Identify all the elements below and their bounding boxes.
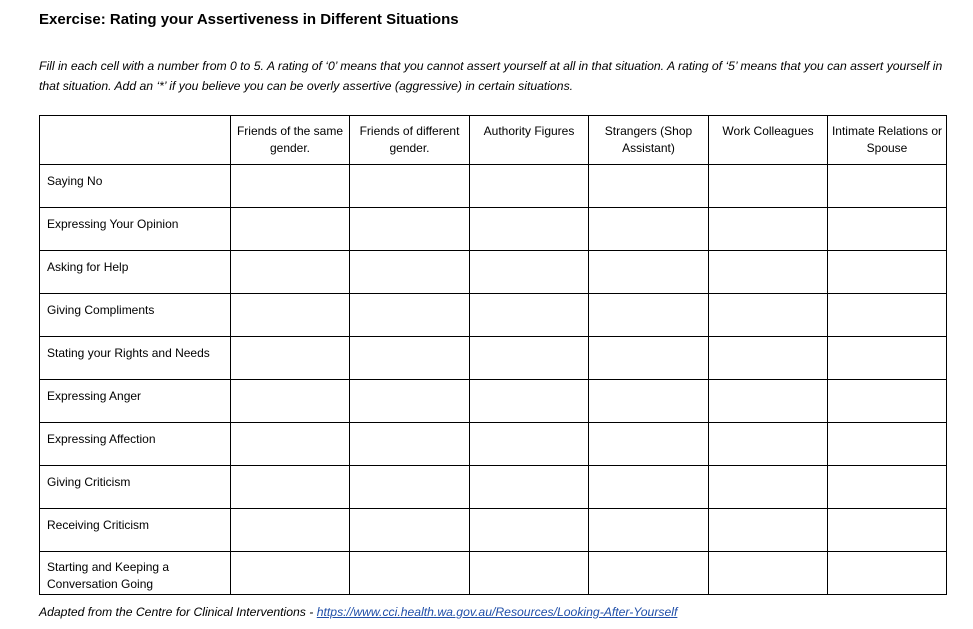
rating-cell[interactable] (709, 208, 828, 251)
rating-cell[interactable] (828, 423, 947, 466)
rating-cell[interactable] (350, 380, 470, 423)
header-cell-authority-figures: Authority Figures (470, 116, 589, 165)
rating-cell[interactable] (589, 552, 709, 595)
rating-cell[interactable] (470, 208, 589, 251)
rating-cell[interactable] (828, 337, 947, 380)
row-label: Starting and Keeping a Conversation Going (40, 552, 231, 595)
header-row (40, 116, 947, 165)
rating-cell[interactable] (470, 509, 589, 552)
rating-cell[interactable] (350, 509, 470, 552)
rating-cell[interactable] (350, 466, 470, 509)
row-label: Saying No (40, 165, 231, 208)
table-row (40, 423, 947, 466)
rating-cell[interactable] (231, 466, 350, 509)
rating-cell[interactable] (350, 165, 470, 208)
rating-cell[interactable] (350, 552, 470, 595)
row-label: Stating your Rights and Needs (40, 337, 231, 380)
rating-cell[interactable] (231, 552, 350, 595)
rating-cell[interactable] (709, 165, 828, 208)
row-label: Giving Compliments (40, 294, 231, 337)
table-row (40, 509, 947, 552)
row-label: Asking for Help (40, 251, 231, 294)
rating-cell[interactable] (828, 294, 947, 337)
header-cell-situation (40, 116, 231, 165)
rating-cell[interactable] (231, 380, 350, 423)
rating-cell[interactable] (709, 251, 828, 294)
rating-cell[interactable] (828, 466, 947, 509)
rating-cell[interactable] (709, 337, 828, 380)
rating-cell[interactable] (828, 251, 947, 294)
rating-cell[interactable] (350, 423, 470, 466)
rating-cell[interactable] (350, 294, 470, 337)
header-cell-work-colleagues: Work Colleagues (709, 116, 828, 165)
rating-cell[interactable] (828, 165, 947, 208)
header-cell-strangers: Strangers (Shop Assistant) (589, 116, 709, 165)
row-label: Expressing Your Opinion (40, 208, 231, 251)
rating-cell[interactable] (231, 337, 350, 380)
rating-cell[interactable] (470, 337, 589, 380)
rating-cell[interactable] (470, 380, 589, 423)
rating-cell[interactable] (231, 509, 350, 552)
rating-cell[interactable] (589, 294, 709, 337)
header-cell-intimate-relations: Intimate Relations or Spouse (828, 116, 947, 165)
rating-cell[interactable] (589, 380, 709, 423)
rating-cell[interactable] (589, 251, 709, 294)
table-row (40, 165, 947, 208)
table-row (40, 380, 947, 423)
assertiveness-rating-table (39, 115, 947, 595)
table-row (40, 294, 947, 337)
rating-cell[interactable] (231, 423, 350, 466)
table-row (40, 466, 947, 509)
attribution-footer (39, 605, 677, 619)
rating-cell[interactable] (709, 509, 828, 552)
table-row (40, 337, 947, 380)
row-label: Expressing Anger (40, 380, 231, 423)
header-cell-friends-same-gender: Friends of the same gender. (231, 116, 350, 165)
rating-cell[interactable] (589, 208, 709, 251)
rating-cell[interactable] (231, 251, 350, 294)
rating-cell[interactable] (709, 423, 828, 466)
page-title: Exercise: Rating your Assertiveness in Different Situations (39, 11, 459, 28)
table-row (40, 251, 947, 294)
rating-cell[interactable] (350, 337, 470, 380)
attribution-text: Adapted from the Centre for Clinical Interventions - (39, 605, 317, 619)
row-label: Giving Criticism (40, 466, 231, 509)
rating-cell[interactable] (589, 337, 709, 380)
table-row (40, 208, 947, 251)
rating-cell[interactable] (470, 251, 589, 294)
rating-cell[interactable] (828, 208, 947, 251)
rating-cell[interactable] (828, 380, 947, 423)
rating-cell[interactable] (828, 509, 947, 552)
rating-cell[interactable] (470, 294, 589, 337)
rating-cell[interactable] (709, 380, 828, 423)
row-label: Receiving Criticism (40, 509, 231, 552)
rating-cell[interactable] (350, 208, 470, 251)
rating-cell[interactable] (231, 208, 350, 251)
header-cell-friends-different-gender: Friends of different gender. (350, 116, 470, 165)
rating-cell[interactable] (589, 466, 709, 509)
rating-cell[interactable] (709, 466, 828, 509)
rating-cell[interactable] (470, 552, 589, 595)
source-link[interactable]: https://www.cci.health.wa.gov.au/Resources/Looking-After-Yourself (316, 605, 678, 619)
rating-cell[interactable] (350, 251, 470, 294)
rating-cell[interactable] (231, 165, 350, 208)
rating-cell[interactable] (470, 423, 589, 466)
row-label: Expressing Affection (40, 423, 231, 466)
rating-cell[interactable] (589, 165, 709, 208)
rating-cell[interactable] (589, 423, 709, 466)
rating-cell[interactable] (589, 509, 709, 552)
rating-cell[interactable] (709, 294, 828, 337)
instructions-text: Fill in each cell with a number from 0 to 5. A rating of ‘0’ means that you cannot assert yourself at all in that situation. A rating of ‘5’ means that you can assert yourself in that situation. Add an ‘*’ if you believe you can be overly assertive (aggressive) in certain situations. (39, 59, 943, 93)
rating-cell[interactable] (470, 165, 589, 208)
rating-cell[interactable] (231, 294, 350, 337)
rating-cell[interactable] (709, 552, 828, 595)
rating-cell[interactable] (470, 466, 589, 509)
rating-cell[interactable] (828, 552, 947, 595)
table-row (40, 552, 947, 595)
